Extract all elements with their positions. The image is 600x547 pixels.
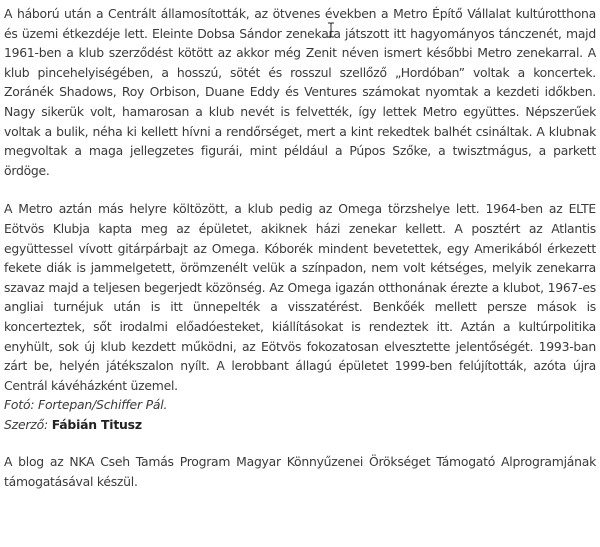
author-line (4, 415, 596, 435)
article-paragraph-1: A háború után a Centrált államosították, az ötvenes években a Metro Építő Vállalat kultúrotthona és üzemi étkezdéje lett. Eleinte Dobsa Sándor zenekara játszott itt hagyományos tánczenét, majd 1961-ben a klub szerződést kötött az akkor még Zenit néven ismert későbbi Metro zenekarral. A klub pincehelyiségében, a hosszú, sötét és rosszul szellőző „Hordóban” voltak a koncertek. Zoránék Shadows, Roy Orbison, Duane Eddy és Ventures számokat nyomtak a kezdeti időkben. Nagy sikerük volt, hamarosan a klub nevét is felvették, így lettek Metro együttes. Népszerűek voltak a bulik, néha ki kellett hívni a rendőrséget, mert a kint rekedtek balhét csináltak. A klubnak megvoltak a maga jellegzetes figurái, mint például a Púpos Szőke, a twisztmágus, a parkett ördöge. (4, 6, 596, 178)
article-body (4, 4, 596, 492)
author-label: Szerző: (4, 416, 48, 432)
article-paragraph-2: A Metro aztán más helyre költözött, a klub pedig az Omega törzshelye lett. 1964-ben az ELTE Eötvös Klubja kapta meg az épületet, akiknek házi zenekar kellett. A posztért az Atlantis együttessel vívott gitárpárbajt az Omega. Kóborék mindent bevetettek, egy Amerikából érkezett fekete diák is jammelgetett, örömzenélt velük a színpadon, nem volt kétséges, melyik zenekarra szavaz majd a teljesen begerjedt közönség. Az Omega igazán otthonának érezte a klubot, 1967-es angliai turnéjuk után is itt ünnepelték a visszatérést. Benkőék mellett persze mások is koncerteztek, sőt irodalmi előadóesteket, kiállításokat is rendeztek itt. Aztán a kultúrpolitika enyhült, sok új klub kezdett működni, az Eötvös fokozatosan elvesztette jelentőségét. 1993-ban zárt be, helyén játékszalon nyílt. A lerobbant állagú épületet 1999-ben felújították, azóta újra Centrál kávéházként üzemel. (4, 201, 596, 393)
photo-credit: Fotó: Fortepan/Schiffer Pál. (4, 397, 168, 413)
author-name[interactable]: Fábián Titusz (51, 416, 142, 432)
funding-note: A blog az NKA Cseh Tamás Program Magyar Könnyűzenei Örökséget Támogató Alprogramjának támogatásával készül. (4, 454, 596, 490)
